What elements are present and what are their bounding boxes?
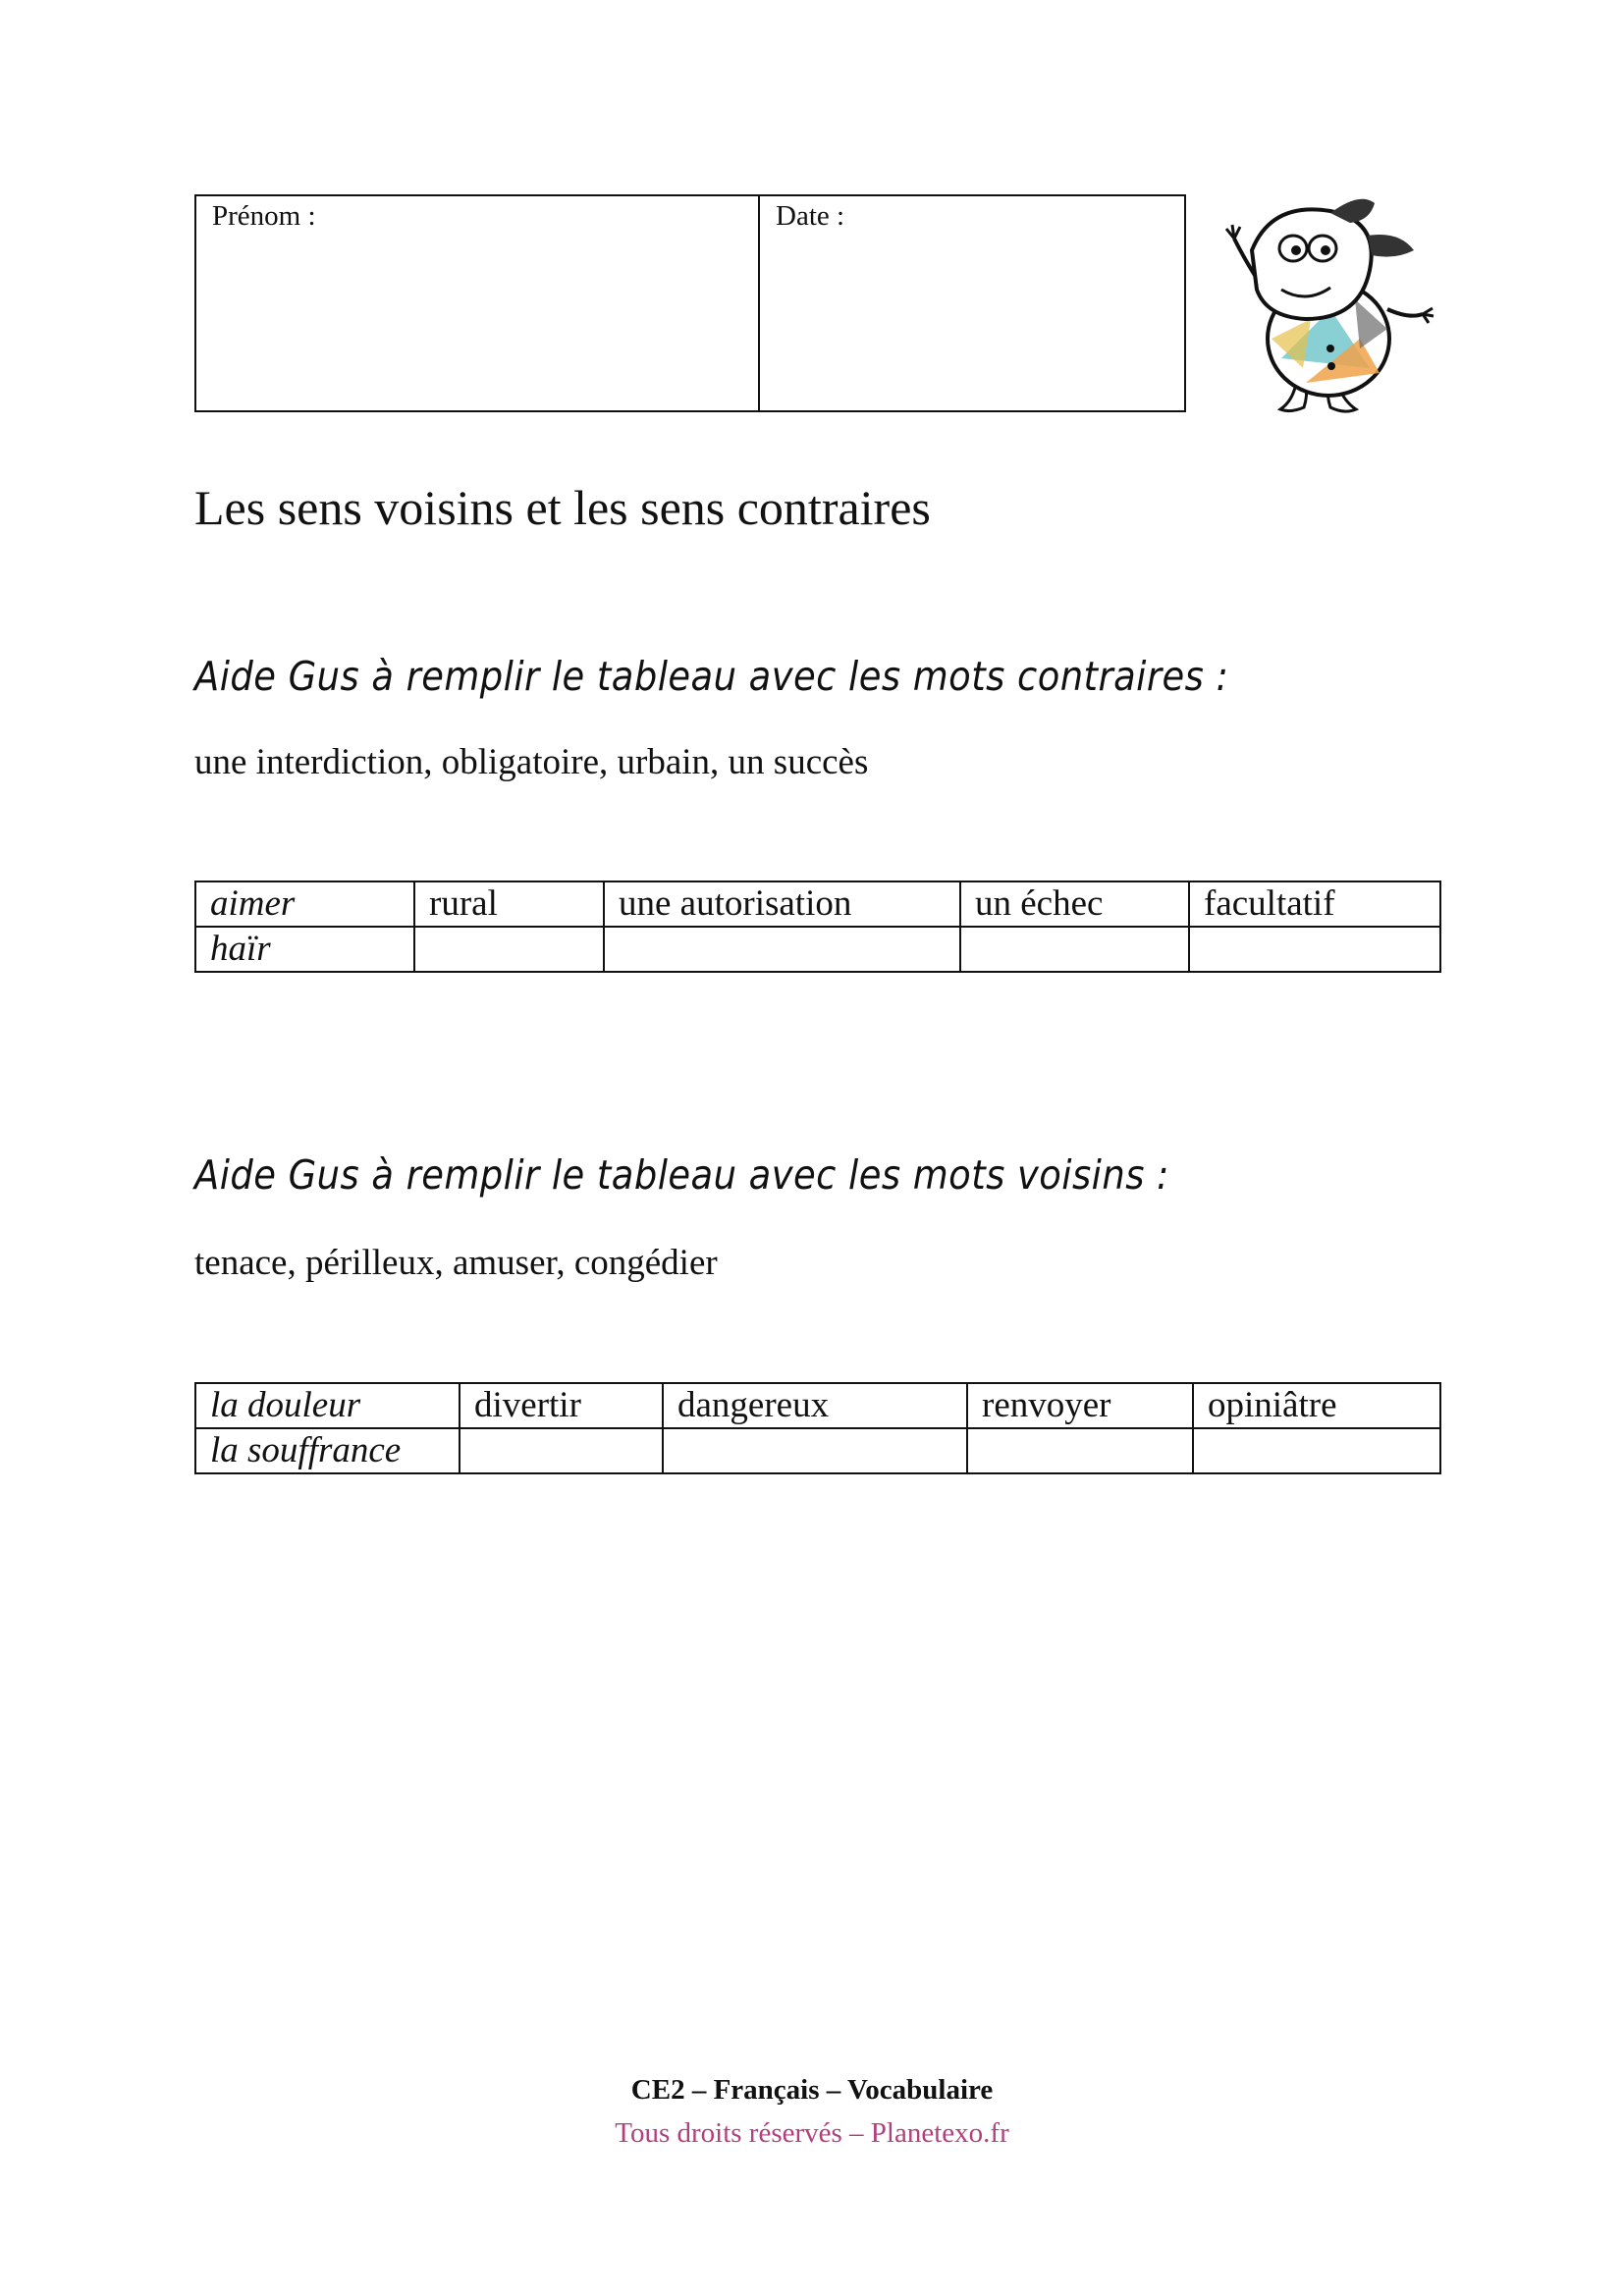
table-cell: la souffrance [195,1428,460,1473]
answer-cell [1189,927,1440,972]
exercise-2-word-list: tenace, périlleux, amuser, congédier [194,1243,718,1283]
date-cell [760,196,1184,410]
answer-input[interactable] [982,1432,1178,1471]
answer-input[interactable] [975,931,1174,970]
mascot-button-2 [1327,362,1335,370]
table-cell: opiniâtre [1193,1383,1440,1428]
mascot-hand-right [1423,308,1434,323]
first-name-label: Prénom : [212,200,316,232]
date-input[interactable] [774,247,1170,399]
mascot-button-1 [1326,345,1334,352]
worksheet-title: Les sens voisins et les sens contraires [194,480,931,535]
answer-input[interactable] [429,931,589,970]
exercise-2-answer-row [195,1428,1440,1473]
answer-input[interactable] [474,1432,648,1471]
date-label: Date : [776,200,845,232]
footer-rights: Tous droits réservés – Planetexo.fr [615,2117,1009,2149]
exercise-2-table [194,1382,1441,1474]
table-cell: un échec [960,881,1189,927]
table-cell: haïr [195,927,414,972]
exercise-1-table [194,881,1441,973]
answer-cell [414,927,604,972]
answer-cell [967,1428,1193,1473]
gus-mascot-illustration [1213,191,1438,422]
student-info-box [194,194,1186,412]
answer-cell [1193,1428,1440,1473]
answer-input[interactable] [1204,931,1426,970]
answer-cell [460,1428,663,1473]
mascot-ear-side [1368,235,1414,257]
answer-input[interactable] [619,931,946,970]
table-cell: facultatif [1189,881,1440,927]
mascot-arm-right [1387,309,1423,316]
first-name-input[interactable] [210,247,744,399]
table-cell: la douleur [195,1383,460,1428]
exercise-2-word-row [195,1383,1440,1428]
table-cell: dangereux [663,1383,967,1428]
table-cell: une autorisation [604,881,960,927]
table-cell: aimer [195,881,414,927]
answer-cell [960,927,1189,972]
exercise-1-word-list: une interdiction, obligatoire, urbain, un succès [194,742,869,782]
mascot-hand-left [1226,225,1240,239]
footer-subject: CE2 – Français – Vocabulaire [630,2074,994,2106]
table-cell: rural [414,881,604,927]
first-name-cell [196,196,760,410]
mascot-head [1252,209,1372,319]
exercise-1-answer-row [195,927,1440,972]
exercise-2-instruction: Aide Gus à remplir le tableau avec les mots voisins : [194,1151,1169,1199]
answer-input[interactable] [1208,1432,1426,1471]
answer-cell [604,927,960,972]
mascot-pupil-right [1321,245,1330,255]
answer-input[interactable] [677,1432,952,1471]
exercise-1-instruction: Aide Gus à remplir le tableau avec les mots contraires : [194,653,1229,700]
table-cell: divertir [460,1383,663,1428]
mascot-pupil-left [1291,245,1301,255]
table-cell: renvoyer [967,1383,1193,1428]
answer-cell [663,1428,967,1473]
exercise-1-word-row [195,881,1440,927]
